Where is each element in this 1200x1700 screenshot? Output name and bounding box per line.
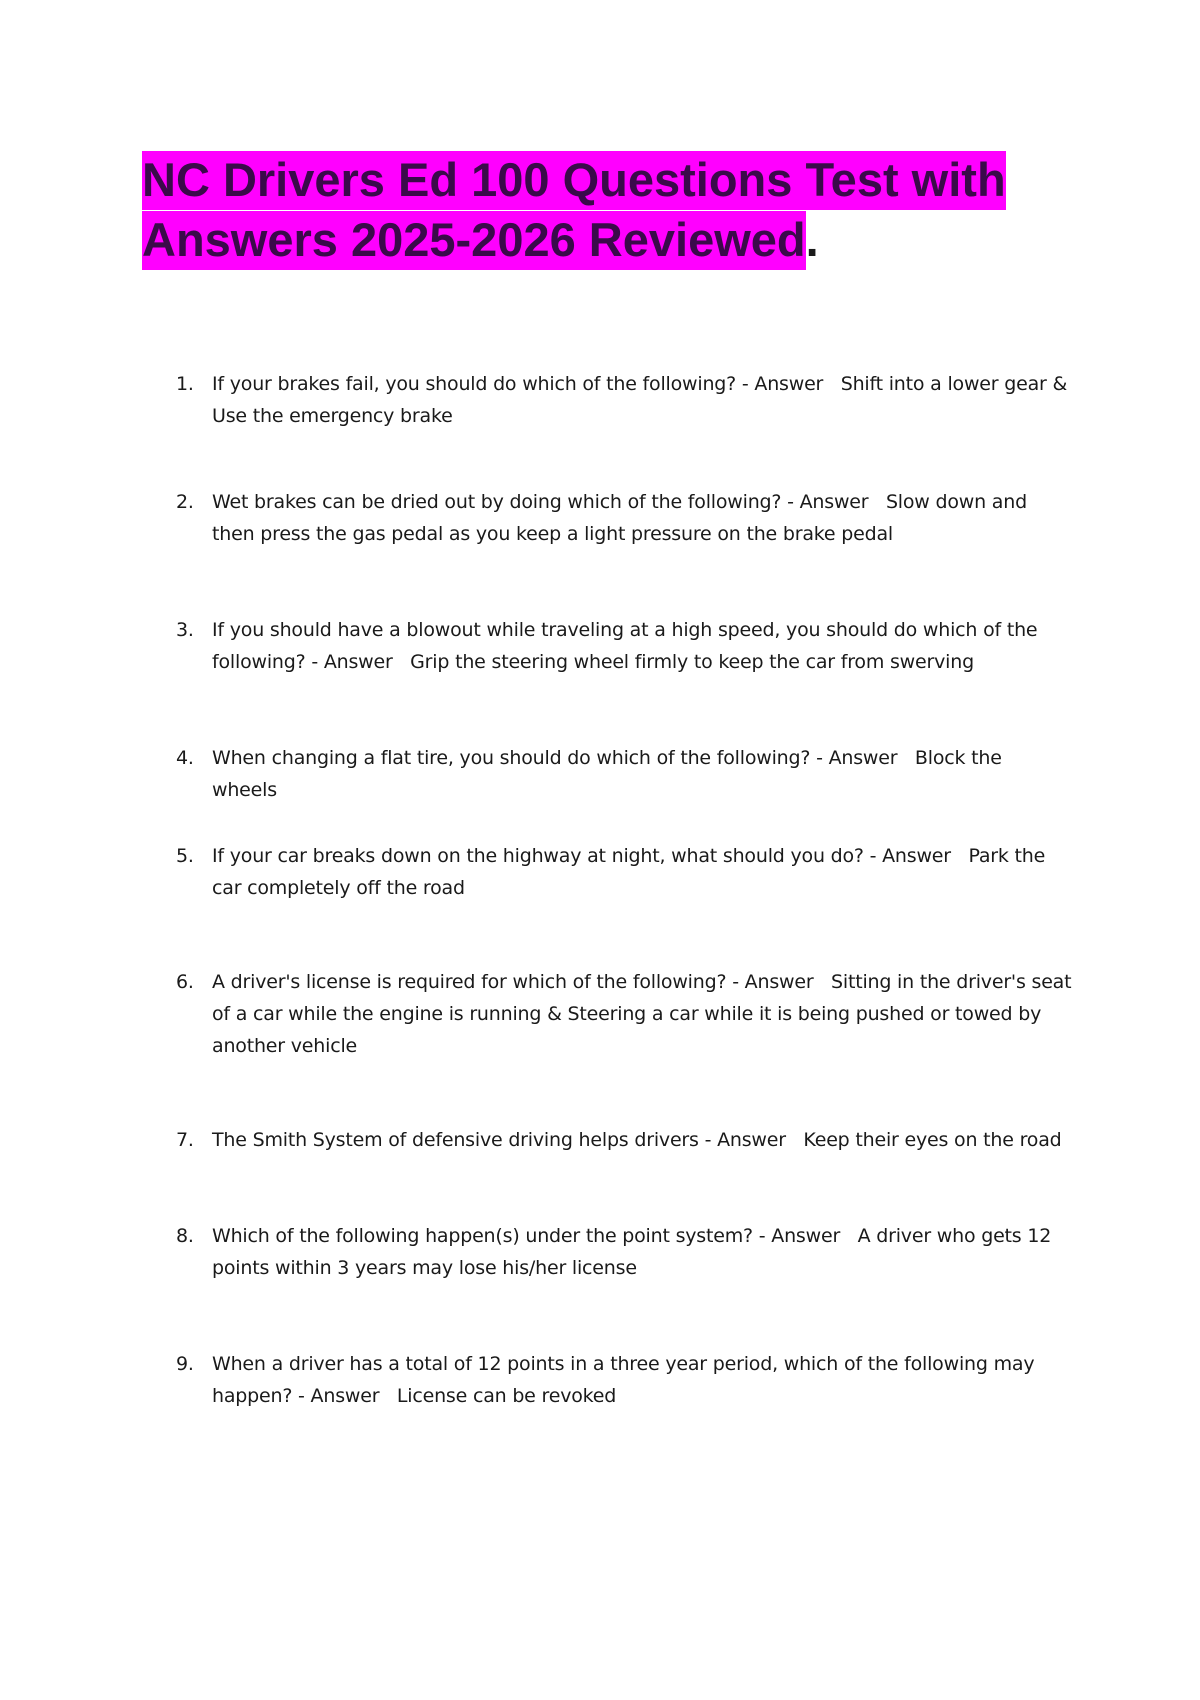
question-text: The Smith System of defensive driving helps drivers - Answer xyxy=(212,1129,786,1151)
question-text: Wet brakes can be dried out by doing which of the following? - Answer xyxy=(212,491,869,513)
question-text: When changing a flat tire, you should do which of the following? - Answer xyxy=(212,747,898,769)
question-number: 9. xyxy=(176,1353,194,1375)
question-item xyxy=(172,368,1072,486)
question-number: 3. xyxy=(176,619,194,641)
document-title xyxy=(142,150,1082,270)
question-text: A driver's license is required for which of the following? - Answer xyxy=(212,971,814,993)
title-period: . xyxy=(805,213,819,266)
answer-text: Block the wheels xyxy=(212,747,1002,801)
question-text: If your car breaks down on the highway at night, what should you do? - Answer xyxy=(212,845,951,867)
question-item xyxy=(172,966,1072,1124)
question-item xyxy=(172,840,1072,966)
answer-text: Grip the steering wheel firmly to keep the car from swerving xyxy=(410,651,974,673)
answer-text: Slow down and then press the gas pedal as you keep a light pressure on the brake pedal xyxy=(212,491,1027,545)
question-number: 7. xyxy=(176,1129,194,1151)
question-item xyxy=(172,742,1072,840)
answer-text: License can be revoked xyxy=(396,1385,617,1407)
answer-text: Keep their eyes on the road xyxy=(803,1129,1062,1151)
question-text: When a driver has a total of 12 points in a three year period, which of the following may happen? - Answer xyxy=(212,1353,1035,1407)
question-text: Which of the following happen(s) under the point system? - Answer xyxy=(212,1225,841,1247)
question-text: If your brakes fail, you should do which of the following? - Answer xyxy=(212,373,824,395)
question-item xyxy=(172,1124,1072,1220)
question-number: 2. xyxy=(176,491,194,513)
answer-text: Park the car completely off the road xyxy=(212,845,1046,899)
question-number: 4. xyxy=(176,747,194,769)
question-number: 8. xyxy=(176,1225,194,1247)
answer-text: Sitting in the driver's seat of a car while the engine is running & Steering a car while it is being pushed or towed by another vehicle xyxy=(212,971,1072,1057)
question-item xyxy=(172,486,1072,614)
question-text: If you should have a blowout while traveling at a high speed, you should do which of the following? - Answer xyxy=(212,619,1038,673)
question-number: 1. xyxy=(176,373,194,395)
question-item xyxy=(172,614,1072,742)
answer-text: Shift into a lower gear & Use the emergency brake xyxy=(212,373,1068,427)
answer-text: A driver who gets 12 points within 3 years may lose his/her license xyxy=(212,1225,1052,1279)
title-highlight: NC Drivers Ed 100 Questions Test with Answers 2025-2026 Reviewed xyxy=(142,151,1006,270)
question-item xyxy=(172,1220,1072,1348)
question-item xyxy=(172,1348,1072,1428)
question-number: 5. xyxy=(176,845,194,867)
question-number: 6. xyxy=(176,971,194,993)
question-list xyxy=(172,368,1072,1428)
